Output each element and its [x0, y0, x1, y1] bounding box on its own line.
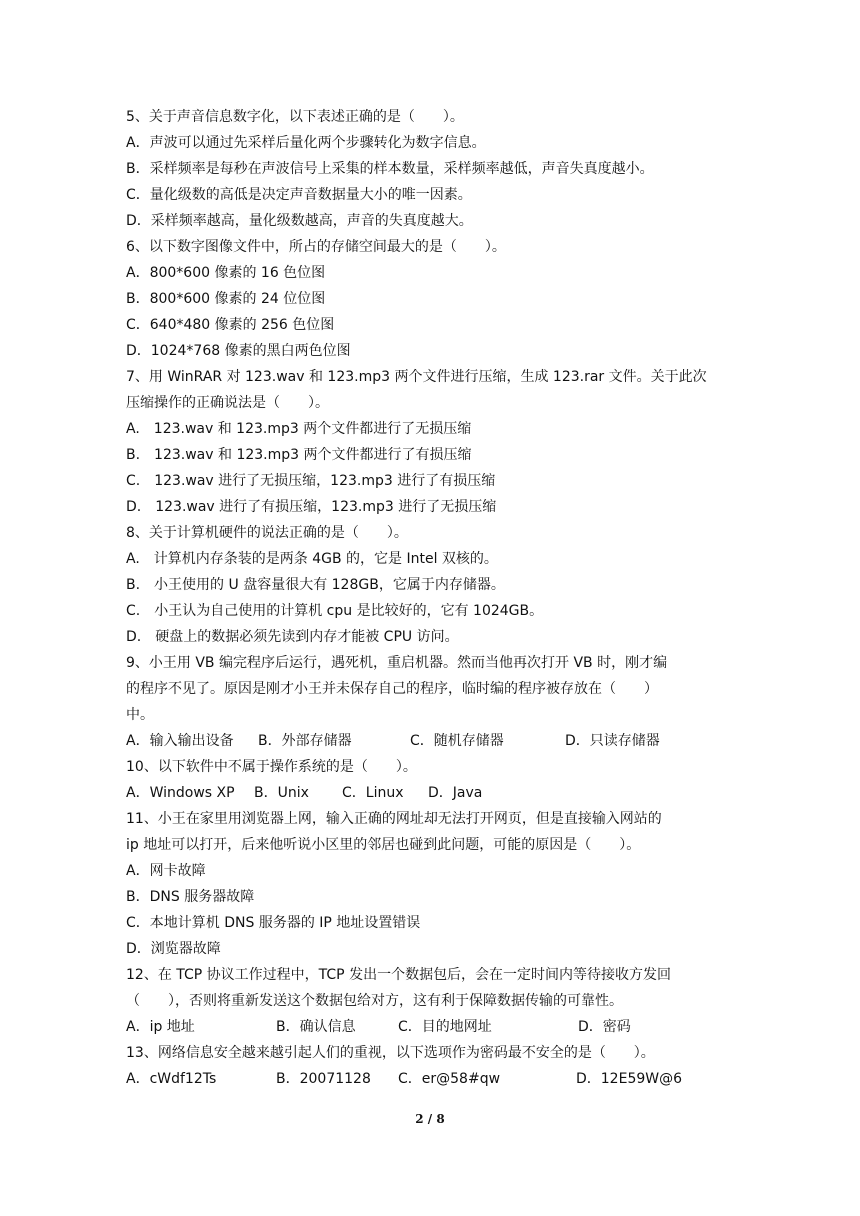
question-9-option-c: C．随机存储器	[410, 733, 504, 749]
question-5-option-c: C．量化级数的高低是决定声音数据量大小的唯一因素。	[126, 187, 472, 203]
question-8-stem: 8、关于计算机硬件的说法正确的是（ ）。	[126, 525, 408, 541]
question-9-option-b: B．外部存储器	[258, 733, 352, 749]
question-13-stem: 13、网络信息安全越来越引起人们的重视，以下选项作为密码最不安全的是（ ）。	[126, 1045, 655, 1061]
question-10-option-b: B．Unix	[254, 785, 309, 801]
question-11-option-a: A．网卡故障	[126, 863, 206, 879]
question-9-option-d: D．只读存储器	[565, 733, 660, 749]
question-list	[126, 104, 734, 1092]
question-5-option-a: A．声波可以通过先采样后量化两个步骤转化为数字信息。	[126, 135, 486, 151]
question-12-option-b: B．确认信息	[276, 1019, 356, 1035]
question-9-stem-line1: 9、小王用 VB 编完程序后运行，遇死机，重启机器。然而当他再次打开 VB 时，刚才编	[126, 655, 668, 671]
question-9-stem-line3: 中。	[126, 707, 154, 723]
question-8-option-d: D. 硬盘上的数据必须先读到内存才能被 CPU 访问。	[126, 629, 459, 645]
question-9-option-a: A．输入输出设备	[126, 733, 234, 749]
question-7-stem-line1: 7、用 WinRAR 对 123.wav 和 123.mp3 两个文件进行压缩，生成 123.rar 文件。关于此次	[126, 369, 707, 385]
question-11-stem-line1: 11、小王在家里用浏览器上网，输入正确的网址却无法打开网页，但是直接输入网站的	[126, 811, 662, 827]
question-12-stem-line2: （ ），否则将重新发送这个数据包给对方，这有利于保障数据传输的可靠性。	[126, 993, 623, 1009]
question-7-option-a: A. 123.wav 和 123.mp3 两个文件都进行了无损压缩	[126, 421, 472, 437]
question-10-option-d: D．Java	[428, 785, 483, 801]
question-11-stem-line2: ip 地址可以打开，后来他听说小区里的邻居也碰到此问题，可能的原因是（ ）。	[126, 837, 641, 853]
question-13-option-a: A．cWdf12Ts	[126, 1071, 217, 1087]
question-6-option-b: B．800*600 像素的 24 位位图	[126, 291, 326, 307]
question-7-option-d: D. 123.wav 进行了有损压缩，123.mp3 进行了无损压缩	[126, 499, 497, 515]
question-7-option-c: C. 123.wav 进行了无损压缩，123.mp3 进行了有损压缩	[126, 473, 496, 489]
question-13-options	[126, 1066, 734, 1092]
question-5-option-d: D．采样频率越高，量化级数越高，声音的失真度越大。	[126, 213, 473, 229]
question-7-option-b: B. 123.wav 和 123.mp3 两个文件都进行了有损压缩	[126, 447, 472, 463]
question-12-stem-line1: 12、在 TCP 协议工作过程中，TCP 发出一个数据包后，会在一定时间内等待接收方发回	[126, 967, 672, 983]
question-12-options	[126, 1014, 734, 1040]
question-11-option-b: B．DNS 服务器故障	[126, 889, 255, 905]
question-10-option-a: A．Windows XP	[126, 785, 235, 801]
question-8-option-c: C. 小王认为自己使用的计算机 cpu 是比较好的，它有 1024GB。	[126, 603, 544, 619]
page-number: 2 / 8	[415, 1112, 445, 1126]
question-9-stem-line2: 的程序不见了。原因是刚才小王并未保存自己的程序，临时编的程序被存放在（ ）	[126, 681, 658, 697]
question-6-option-a: A．800*600 像素的 16 色位图	[126, 265, 326, 281]
question-12-option-c: C．目的地网址	[398, 1019, 492, 1035]
question-10-options	[126, 780, 734, 806]
question-5-option-b: B．采样频率是每秒在声波信号上采集的样本数量，采样频率越低，声音失真度越小。	[126, 161, 654, 177]
question-12-option-a: A．ip 地址	[126, 1019, 195, 1035]
question-8-option-b: B. 小王使用的 U 盘容量很大有 128GB，它属于内存储器。	[126, 577, 505, 593]
question-6-stem: 6、以下数字图像文件中，所占的存储空间最大的是（ ）。	[126, 239, 506, 255]
question-13-option-c: C．er@58#qw	[398, 1071, 501, 1087]
question-9-options	[126, 728, 734, 754]
question-7-stem-line2: 压缩操作的正确说法是（ ）。	[126, 395, 329, 411]
question-5-stem: 5、关于声音信息数字化，以下表述正确的是（ ）。	[126, 109, 464, 125]
question-10-stem: 10、以下软件中不属于操作系统的是（ ）。	[126, 759, 417, 775]
question-6-option-d: D．1024*768 像素的黑白两色位图	[126, 343, 351, 359]
question-12-option-d: D．密码	[578, 1019, 631, 1035]
question-13-option-b: B．20071128	[276, 1071, 371, 1087]
question-11-option-c: C．本地计算机 DNS 服务器的 IP 地址设置错误	[126, 915, 421, 931]
question-11-option-d: D．浏览器故障	[126, 941, 221, 957]
question-13-option-d: D．12E59W@6	[576, 1071, 683, 1087]
question-8-option-a: A. 计算机内存条装的是两条 4GB 的，它是 Intel 双核的。	[126, 551, 498, 567]
question-6-option-c: C．640*480 像素的 256 色位图	[126, 317, 335, 333]
question-10-option-c: C．Linux	[342, 785, 404, 801]
